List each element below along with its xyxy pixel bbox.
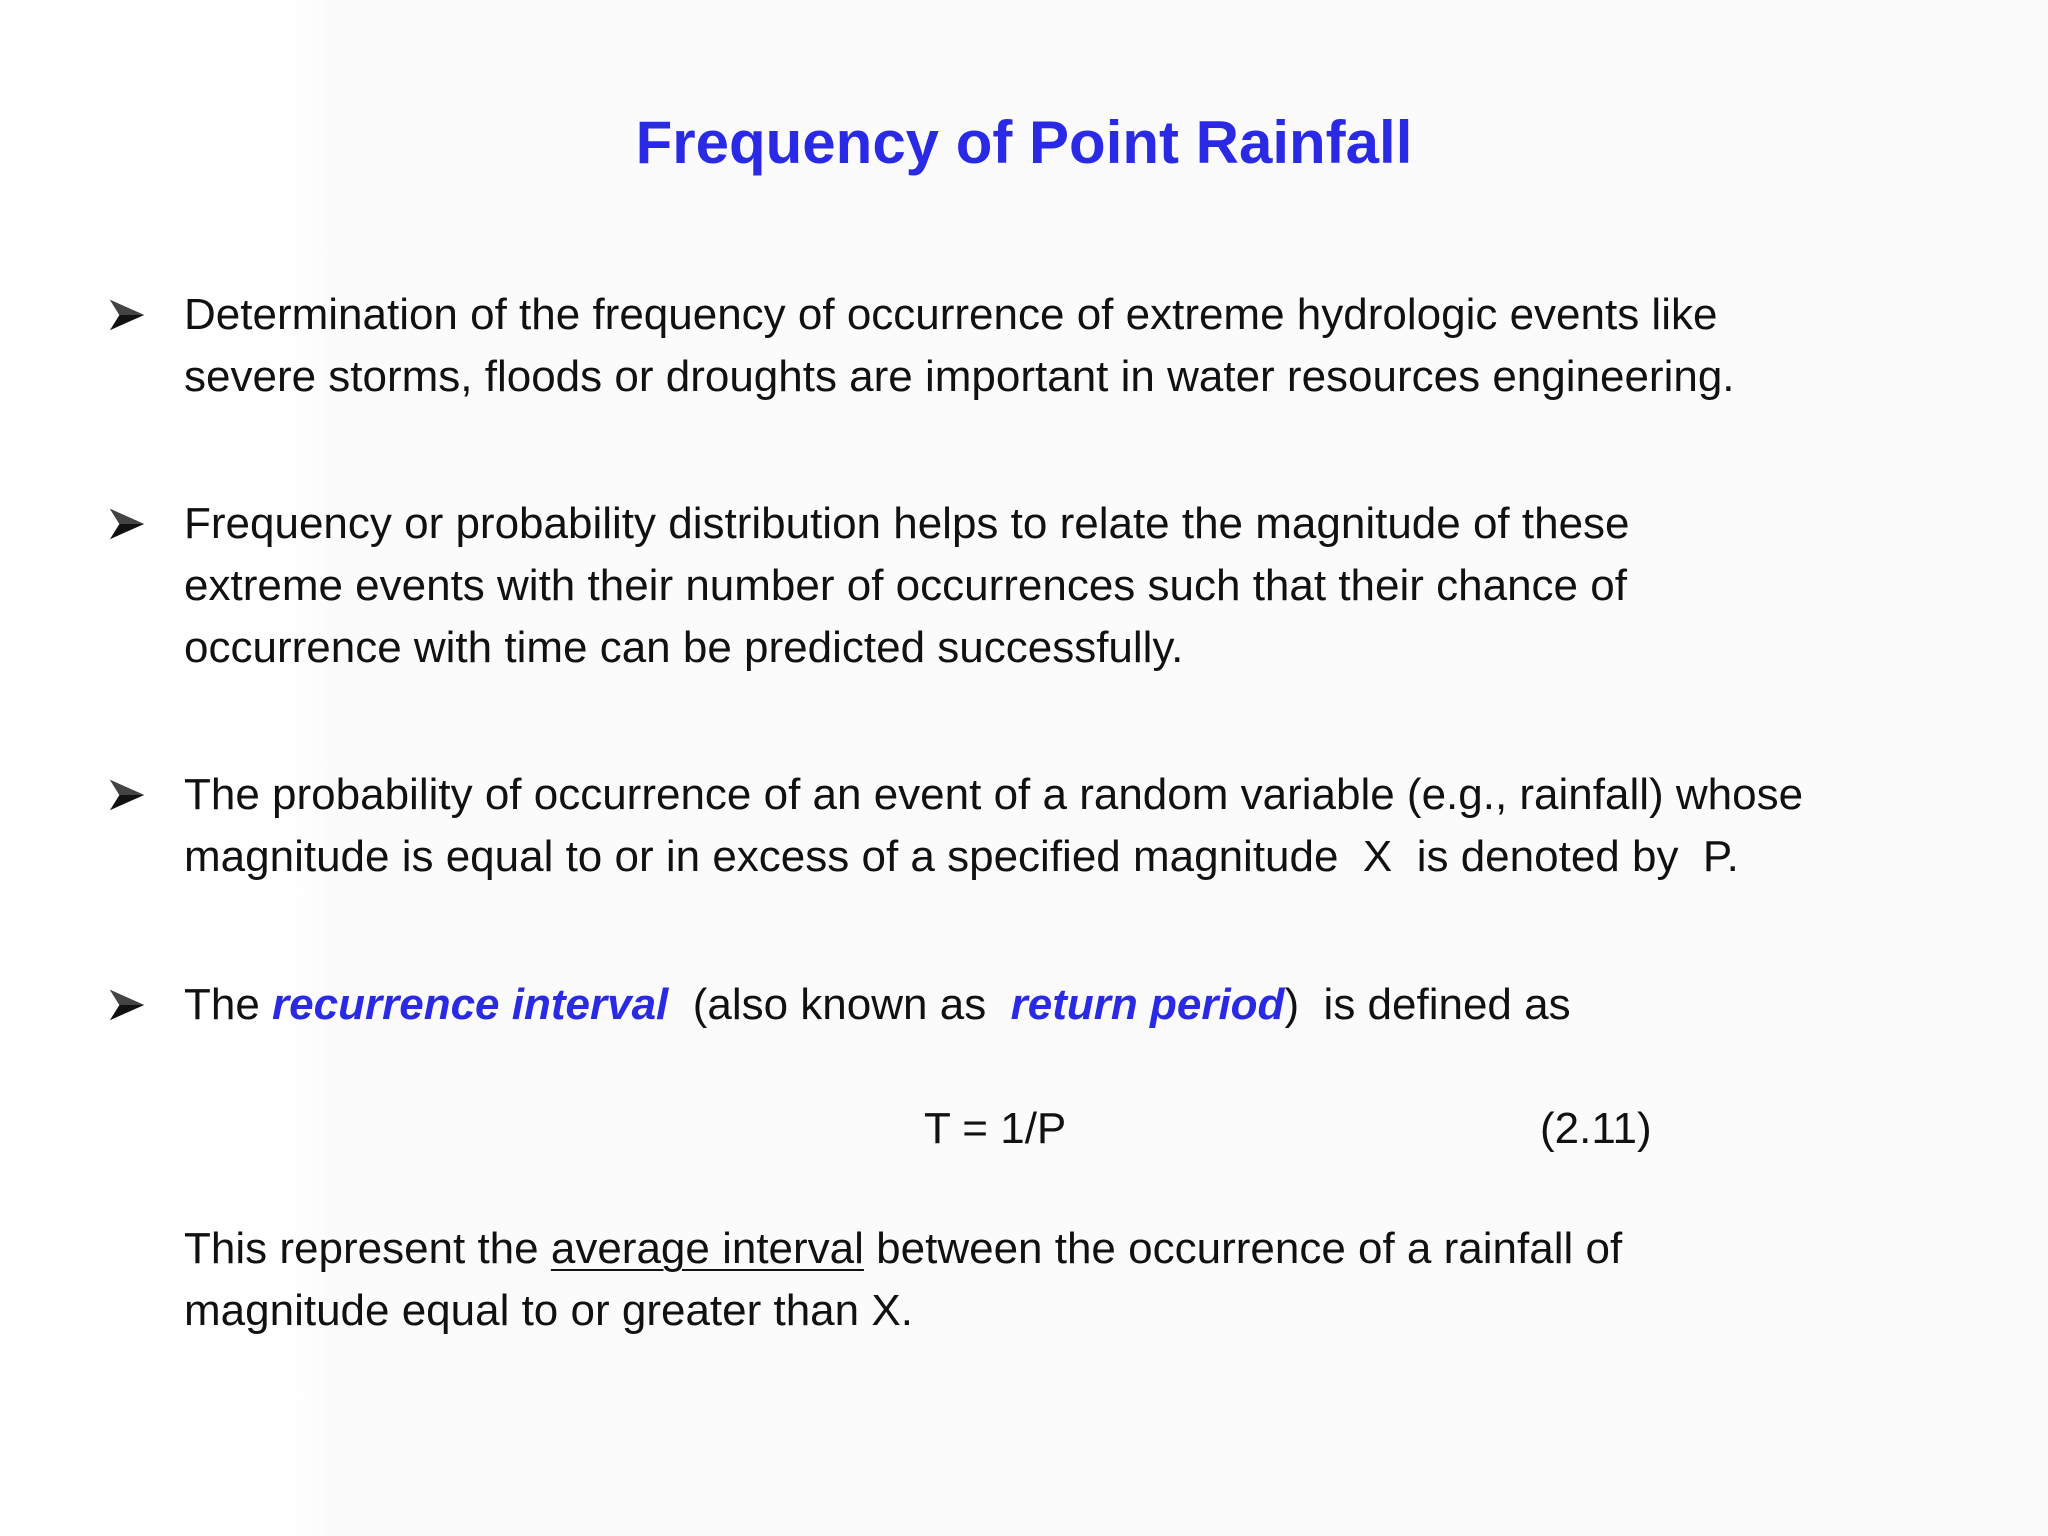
term-recurrence-interval: recurrence interval <box>272 980 669 1029</box>
bullet-line: severe storms, floods or droughts are important in water resources engineering. <box>184 352 1735 401</box>
bullet-text <box>184 764 1984 888</box>
bullet-text-part: The <box>184 980 273 1029</box>
equation-number: (2.11) <box>1540 1104 1652 1153</box>
formula: T = 1/P <box>924 1104 1067 1153</box>
bullet-line: Determination of the frequency of occurrence of extreme hydrologic events like <box>184 290 1718 339</box>
arrow-bullet-icon <box>108 776 146 814</box>
explanation-part: This represent the <box>184 1224 551 1273</box>
bullet-line: Frequency or probability distribution helps to relate the magnitude of these <box>184 499 1630 548</box>
term-return-period: return period <box>1010 980 1285 1029</box>
arrow-bullet-icon <box>108 296 146 334</box>
bullet-line: The probability of occurrence of an event of a random variable (e.g., rainfall) whose <box>184 770 1804 819</box>
bullet-text <box>184 974 1984 1036</box>
bullet-text <box>184 284 1984 408</box>
underlined-term: average interval <box>550 1224 864 1273</box>
explanation-text <box>184 1218 1944 1342</box>
bullet-text-part: (also known as <box>668 980 1011 1029</box>
arrow-bullet-icon <box>108 986 146 1024</box>
explanation-part: between the occurrence of a rainfall of <box>863 1224 1623 1273</box>
bullet-line: extreme events with their number of occurrences such that their chance of <box>184 561 1627 610</box>
bullet-line: occurrence with time can be predicted successfully. <box>184 623 1184 672</box>
arrow-bullet-icon <box>108 505 146 543</box>
bullet-text-part: ) is defined as <box>1284 980 1571 1029</box>
slide-title: Frequency of Point Rainfall <box>635 109 1413 176</box>
explanation-line <box>184 1218 1944 1280</box>
explanation-line: magnitude equal to or greater than X. <box>184 1286 913 1335</box>
bullet-line: magnitude is equal to or in excess of a specified magnitude X is denoted by P. <box>184 832 1739 881</box>
bullet-text <box>184 493 1984 679</box>
